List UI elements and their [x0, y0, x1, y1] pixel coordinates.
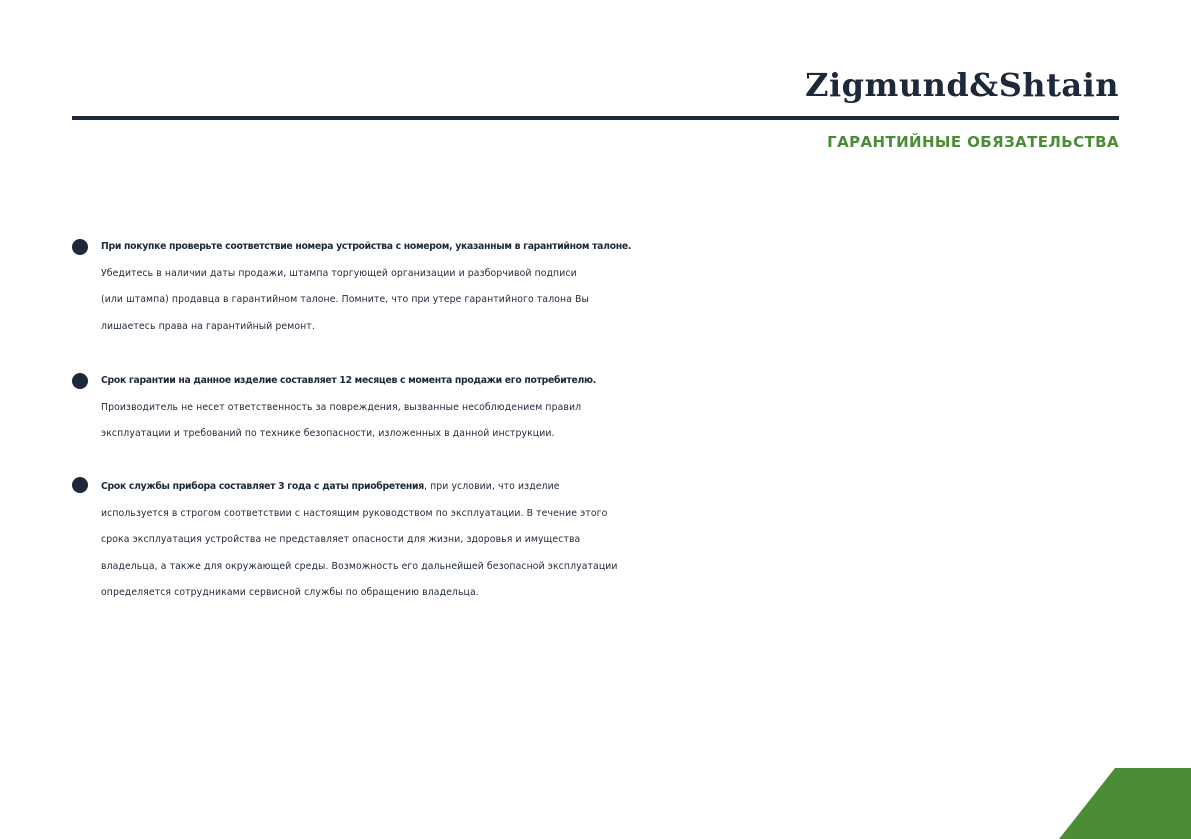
paragraph-line: Убедитесь в наличии даты продажи, штампа торгующей организации и разборчивой подписи: [101, 267, 577, 279]
paragraph-line: используется в строгом соответствии с настоящим руководством по эксплуатации. В течение этого: [101, 507, 608, 519]
paragraph-bold-line: При покупке проверьте соответствие номера устройства с номером, указанным в гарантийном талоне.: [101, 241, 632, 252]
warranty-paragraph: [101, 234, 1126, 340]
paragraph-lead-rest: , при условии, что изделие: [423, 481, 560, 492]
brand-logo: Zigmund&Shtain: [805, 66, 1119, 104]
paragraph-line: срока эксплуатация устройства не представляет опасности для жизни, здоровья и имущества: [101, 534, 581, 545]
section-title: ГАРАНТИЙНЫЕ ОБЯЗАТЕЛЬСТВА: [827, 133, 1119, 151]
paragraph-line: эксплуатации и требований по технике безопасности, изложенных в данной инструкции.: [101, 428, 555, 439]
corner-decoration: [1059, 768, 1191, 839]
warranty-paragraph: [101, 368, 1126, 448]
bullet-marker: [72, 477, 88, 493]
paragraph-bold-line: Срок гарантии на данное изделие составляет 12 месяцев с момента продажи его потребителю.: [101, 375, 597, 386]
paragraph-line: Производитель не несет ответственность за повреждения, вызванные несоблюдением правил: [101, 401, 582, 413]
paragraph-line: владельца, а также для окружающей среды. Возможность его дальнейшей безопасной эксплуатации: [101, 560, 618, 572]
paragraph-lead-line: [101, 474, 1126, 501]
bullet-marker: [72, 373, 88, 389]
bullet-marker: [72, 239, 88, 255]
paragraph-bold-lead: Срок службы прибора составляет 3 года с даты приобретения: [101, 481, 424, 492]
paragraph-line: лишаетесь права на гарантийный ремонт.: [101, 320, 315, 332]
paragraph-line: (или штампа) продавца в гарантийном талоне. Помните, что при утере гарантийного талона Вы: [101, 294, 589, 305]
paragraph-line: определяется сотрудниками сервисной службы по обращению владельца.: [101, 587, 479, 598]
header-divider: [72, 116, 1119, 120]
warranty-paragraph: [101, 474, 1126, 607]
